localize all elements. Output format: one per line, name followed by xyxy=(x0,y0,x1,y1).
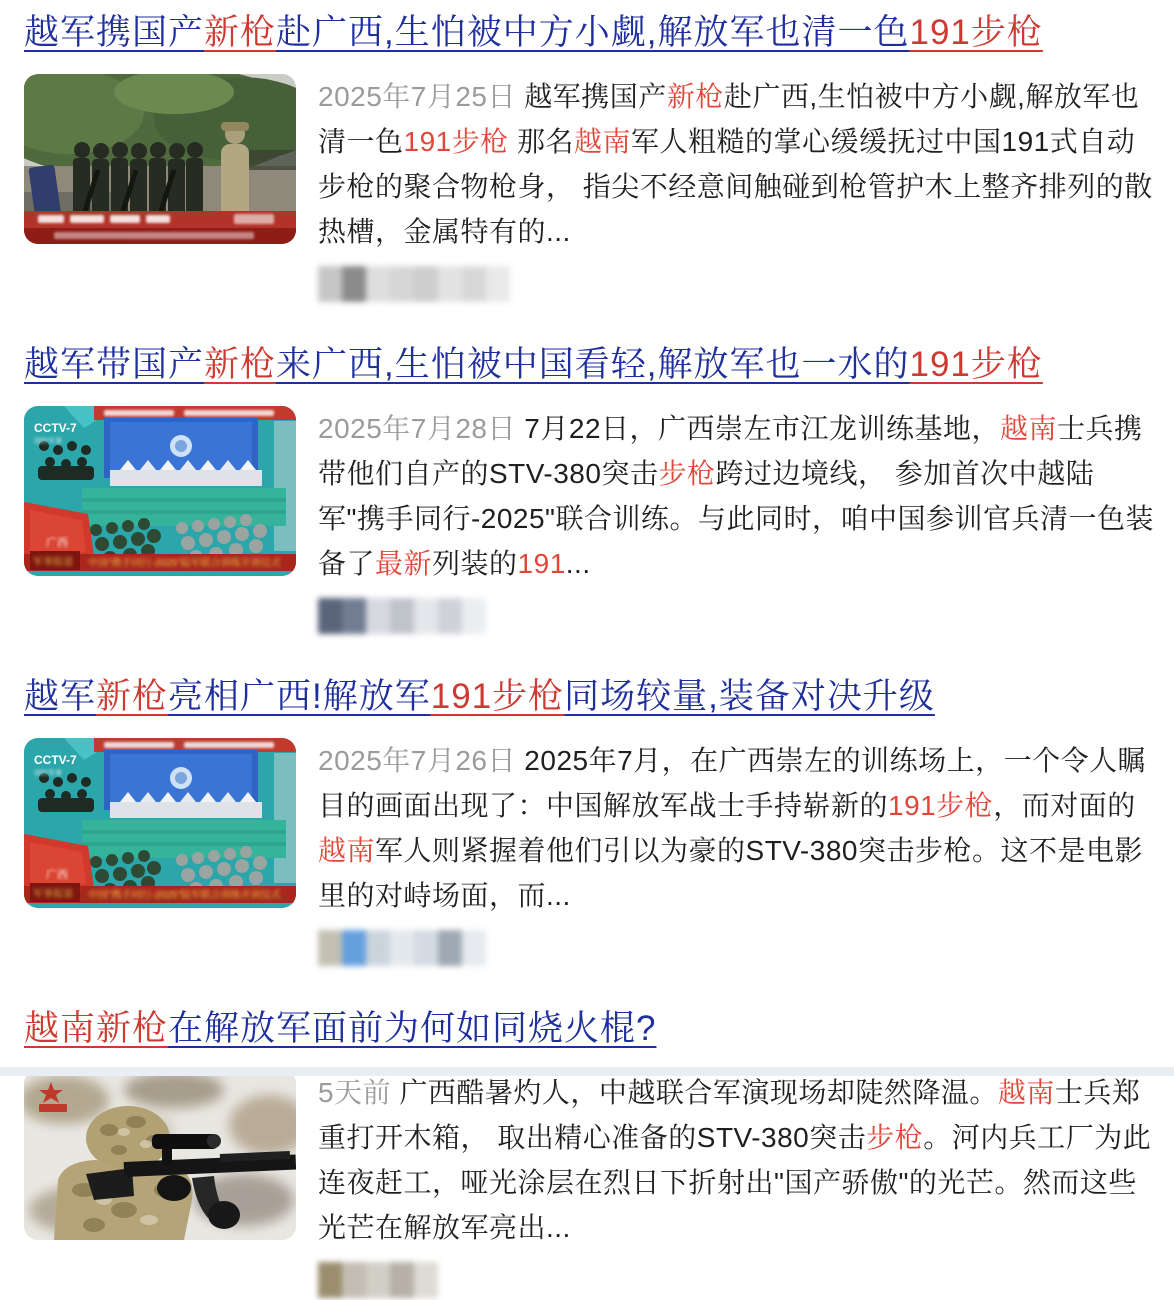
cctv-ceremony-illustration xyxy=(24,738,296,908)
text-segment: 跨过边境线， 参加首次中越陆军"携手同行-2025"联合训练。与此同时，咱中国参训官兵清一色装备了 xyxy=(318,458,1154,579)
text-segment: 那名 xyxy=(508,126,575,157)
result-title xyxy=(24,12,1156,54)
caption-label: 中国"携手同行-2025"陆军联合训练开训仪式 xyxy=(88,558,281,569)
result-title xyxy=(24,676,1156,718)
parade-field-illustration xyxy=(24,74,296,244)
result-title-link[interactable] xyxy=(24,345,1043,384)
result-title-link[interactable] xyxy=(24,677,935,716)
search-result-3 xyxy=(24,676,1156,968)
soldier-aiming-illustration xyxy=(24,1070,296,1240)
result-thumbnail-cctv-ceremony[interactable] xyxy=(24,738,296,908)
text-segment: 越南新枪 xyxy=(24,1009,169,1048)
page-bottom-strip xyxy=(0,1067,1174,1076)
search-result-2 xyxy=(24,344,1156,636)
text-segment: ，而对面的 xyxy=(993,790,1136,821)
text-segment: 新枪 xyxy=(204,13,277,52)
result-title-link[interactable] xyxy=(24,1009,656,1048)
text-segment: 赴广西,生怕被中方小觑,解放军也清一色 xyxy=(318,81,1140,157)
text-segment: 越南 xyxy=(997,1077,1055,1108)
text-segment: 最新 xyxy=(375,548,433,579)
text-segment: 新枪 xyxy=(204,345,277,384)
text-segment: 来广西,生怕被中国看轻,解放军也一水的 xyxy=(276,345,910,384)
text-segment: 越军带国产 xyxy=(24,345,205,384)
text-segment: 士兵郑重打开木箱， 取出精心准备的STV-380突击 xyxy=(318,1077,1141,1153)
text-segment: 赴广西,生怕被中方小觑,解放军也清一色 xyxy=(276,13,910,52)
text-segment: 2025年7月26日 xyxy=(318,745,525,776)
result-snippet xyxy=(318,738,1156,918)
text-segment: 亮相广西!解放军 xyxy=(168,677,431,716)
text-segment: 军人则紧握着他们引以为豪的STV-380突击步枪。这不是电影里的对峙场面，而... xyxy=(318,835,1143,911)
cctv7-logo: CCTV-7 xyxy=(34,421,77,435)
text-segment: 列装的 xyxy=(432,548,518,579)
text-segment: 越南 xyxy=(318,835,376,866)
search-result-1 xyxy=(24,12,1156,304)
cctv7-logo: CCTV-7 xyxy=(34,753,77,767)
search-result-4 xyxy=(24,1008,1156,1300)
text-segment: 191步枪 xyxy=(430,677,565,716)
result-title-link[interactable] xyxy=(24,13,1043,52)
text-segment: 越军携国产 xyxy=(524,81,667,112)
result-title xyxy=(24,344,1156,386)
result-source-blurred[interactable] xyxy=(318,266,1156,304)
text-segment: 军人粗糙的掌心缓缓抚过中国191式自动步枪的聚合物枪身， 指尖不经意间触碰到枪管护木上整齐排列的散热槽，金属特有的... xyxy=(318,126,1153,247)
text-segment: 新枪 xyxy=(96,677,169,716)
text-segment: 191步枪 xyxy=(403,126,509,157)
result-source-blurred[interactable] xyxy=(318,598,1156,636)
text-segment: 新枪 xyxy=(666,81,724,112)
text-segment: 广西酷暑灼人，中越联合军演现场却陡然降温。 xyxy=(399,1077,998,1108)
text-segment: 191步枪 xyxy=(888,790,994,821)
result-title xyxy=(24,1008,1156,1050)
text-segment: 越南 xyxy=(1000,413,1058,444)
result-snippet xyxy=(318,406,1156,586)
text-segment: 191步枪 xyxy=(909,13,1043,52)
text-segment: 7月22日，广西崇左市江龙训练基地， xyxy=(524,413,1001,444)
result-snippet xyxy=(318,74,1156,254)
result-snippet xyxy=(318,1070,1156,1250)
text-segment: 191 xyxy=(517,548,566,579)
result-source-blurred[interactable] xyxy=(318,930,1156,968)
text-segment: 2025年7月28日 xyxy=(318,413,525,444)
text-segment: 191步枪 xyxy=(909,345,1043,384)
result-thumbnail-soldier-aiming[interactable] xyxy=(24,1070,296,1240)
svg-text:广西: 广西 xyxy=(46,537,68,549)
text-segment: 在解放军面前为何如同烧火棍? xyxy=(168,1009,657,1048)
badge-label: 军事报道 xyxy=(33,557,73,568)
result-thumbnail-cctv-ceremony[interactable] xyxy=(24,406,296,576)
text-segment: 步枪 xyxy=(658,458,716,489)
text-segment: ... xyxy=(565,548,591,579)
text-segment: 越军 xyxy=(24,677,97,716)
cctv7-sub-label: 国防军事 xyxy=(34,770,62,777)
text-segment: 2025年7月，在广西崇左的训练场上，一个令人瞩目的画面出现了：中国解放军战士手持崭新的 xyxy=(318,745,1147,821)
text-segment: 同场较量,装备对决升级 xyxy=(564,677,935,716)
text-segment: 2025年7月25日 xyxy=(318,81,525,112)
badge-label: 军事报道 xyxy=(33,889,73,900)
text-segment: 越南 xyxy=(574,126,632,157)
text-segment: 步枪 xyxy=(866,1122,924,1153)
cctv-ceremony-illustration xyxy=(24,406,296,576)
text-segment: 5天前 xyxy=(318,1077,400,1108)
top-banner-text-blurred xyxy=(104,410,274,416)
result-thumbnail-parade-field[interactable] xyxy=(24,74,296,244)
text-segment: 。河内兵工厂为此连夜赶工，哑光涂层在烈日下折射出"国产骄傲"的光芒。然而这些光芒在解放军亮出... xyxy=(318,1122,1152,1243)
cctv7-sub-label: 国防军事 xyxy=(34,438,62,445)
result-source-blurred[interactable] xyxy=(318,1262,1156,1300)
top-banner-text-blurred xyxy=(104,742,274,748)
caption-label: 中国"携手同行-2025"陆军联合训练开训仪式 xyxy=(88,890,281,901)
text-segment: 士兵携带他们自产的STV-380突击 xyxy=(318,413,1143,489)
svg-text:广西: 广西 xyxy=(46,869,68,881)
text-segment: 越军携国产 xyxy=(24,13,205,52)
